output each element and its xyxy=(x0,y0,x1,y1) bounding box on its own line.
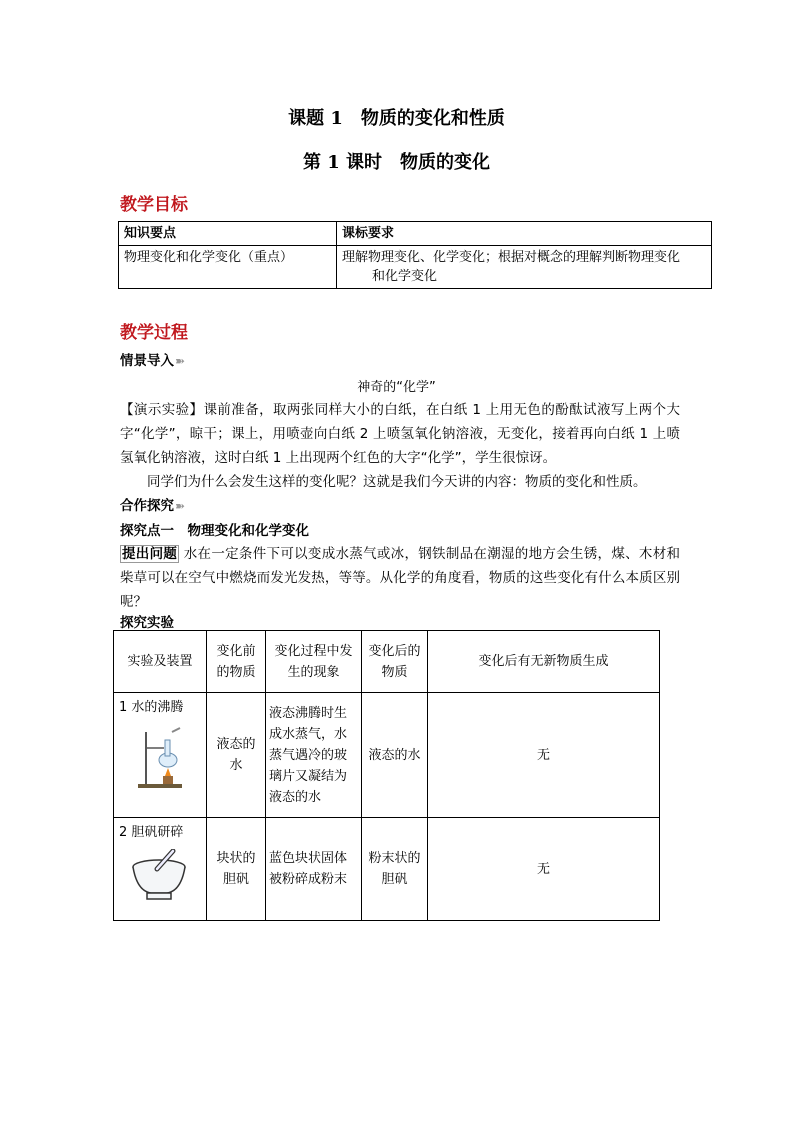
point1-heading: 探究点一 物理变化和化学变化 xyxy=(120,523,309,539)
ask-text: 水在一定条件下可以变成水蒸气或冰，钢铁制品在潮湿的地方会生锈，煤、木材和柴草可以在空气中燃烧而发光发热，等等。从化学的角度看，物质的这些变化有什么本质区别呢？ xyxy=(120,546,681,610)
ask-label: 提出问题 xyxy=(122,546,178,562)
intro-title: 神奇的“化学” xyxy=(357,380,436,395)
goals-heading: 教学目标 xyxy=(120,195,188,215)
coop-label-row xyxy=(120,494,185,514)
goals-req-line2: 和化学变化 xyxy=(372,269,438,284)
exp-header-new: 变化后有无新物质生成 xyxy=(428,631,660,693)
boiling-apparatus-illustration xyxy=(134,724,186,790)
exp-header-setup: 实验及装置 xyxy=(114,631,207,693)
goals-req-line1: 理解物理变化、化学变化；根据对概念的理解判断物理变化 xyxy=(342,250,681,265)
exp-row2-before: 块状的胆矾 xyxy=(207,818,266,921)
exp-row2-after: 粉末状的胆矾 xyxy=(362,818,428,921)
demo-paragraph: 【演示实验】课前准备，取两张同样大小的白纸，在白纸 1 上用无色的酚酞试液写上两个大字“化学”，晾干；课上，用喷壶向白纸 2 上喷氢氧化钠溶液，无变化，接着再向白纸 1 上喷氢氧化钠溶液，这时白纸 1 上出现两个红色的大字“化学”，学生很惊讶。 xyxy=(120,402,680,466)
coop-label: 合作探究 xyxy=(120,498,174,514)
goals-cell-req xyxy=(337,246,712,289)
exp-row2-setup xyxy=(114,818,207,921)
double-arrow-icon: ➽ xyxy=(175,354,186,368)
exp-header-phenomenon: 变化过程中发生的现象 xyxy=(266,631,362,693)
goals-header-point: 知识要点 xyxy=(119,222,337,246)
exp-label: 探究实验 xyxy=(120,615,174,631)
double-arrow-icon: ➽ xyxy=(175,499,186,513)
page-subtitle: 第 1 课时 物质的变化 xyxy=(302,152,491,173)
intro-label-row xyxy=(120,349,185,369)
exp-row1-phenomenon: 液态沸腾时生成水蒸气，水蒸气遇冷的玻璃片又凝结为液态的水 xyxy=(266,693,362,818)
exp-header-after: 变化后的物质 xyxy=(362,631,428,693)
exp-row1-setup xyxy=(114,693,207,818)
table-row xyxy=(114,818,660,921)
exp-row1-name: 1 水的沸腾 xyxy=(119,700,184,715)
page-title: 课题 1 物质的变化和性质 xyxy=(288,108,505,129)
ask-paragraph xyxy=(120,542,680,614)
question-paragraph: 同学们为什么会发生这样的变化呢？这就是我们今天讲的内容：物质的变化和性质。 xyxy=(147,474,647,490)
process-heading: 教学过程 xyxy=(120,323,188,343)
goals-header-req: 课标要求 xyxy=(337,222,712,246)
mortar-pestle-illustration xyxy=(129,849,191,905)
table-row xyxy=(114,693,660,818)
exp-row2-new: 无 xyxy=(428,818,660,921)
exp-row1-after: 液态的水 xyxy=(362,693,428,818)
exp-row2-phenomenon: 蓝色块状固体被粉碎成粉末 xyxy=(266,818,362,921)
exp-row1-before: 液态的水 xyxy=(207,693,266,818)
goals-cell-point: 物理变化和化学变化（重点） xyxy=(119,246,337,289)
intro-label: 情景导入 xyxy=(120,353,174,369)
exp-header-before: 变化前的物质 xyxy=(207,631,266,693)
exp-row2-name: 2 胆矾研碎 xyxy=(119,825,184,840)
goals-table xyxy=(118,221,712,289)
exp-row1-new: 无 xyxy=(428,693,660,818)
experiment-table xyxy=(113,630,660,921)
